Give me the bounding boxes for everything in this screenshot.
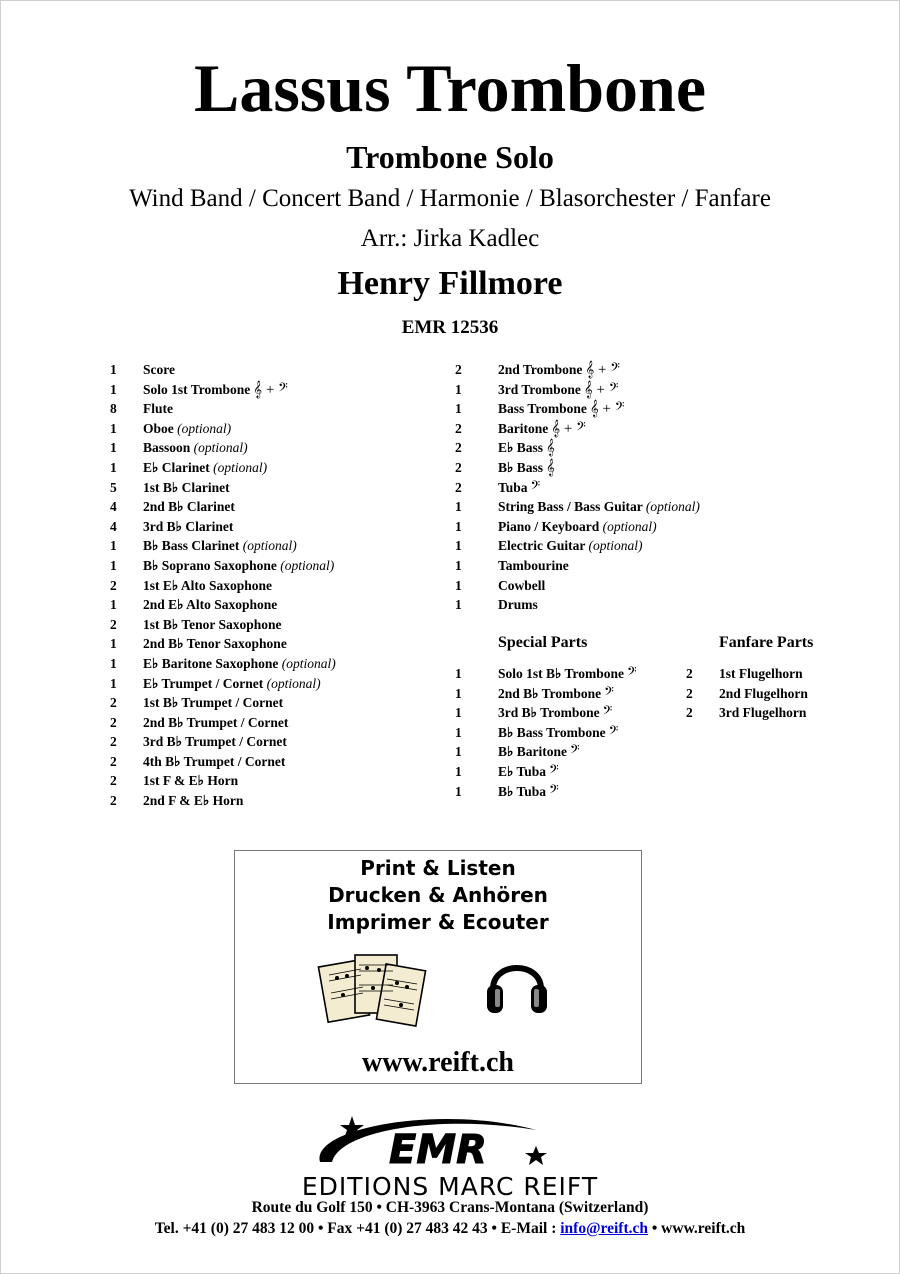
- svg-text:EMR: EMR: [389, 1127, 487, 1173]
- part-row: [110, 674, 460, 694]
- part-quantity: 2: [686, 705, 693, 721]
- part-name-text: Tuba: [498, 479, 528, 495]
- part-name: [498, 536, 642, 556]
- part-quantity: 4: [110, 518, 117, 534]
- part-name-text: B♭ Soprano Saxophone: [143, 557, 277, 573]
- part-name-text: 2nd Flugelhorn: [719, 685, 808, 701]
- part-name: [498, 399, 624, 420]
- part-name: [143, 458, 267, 478]
- contact-line: [0, 1219, 900, 1239]
- part-name-text: Bass Trombone: [498, 401, 587, 417]
- part-name: [498, 595, 538, 615]
- part-row: [110, 713, 460, 733]
- part-quantity: 2: [110, 793, 117, 809]
- part-row: [110, 438, 460, 458]
- part-row: [110, 732, 460, 752]
- part-row: [110, 634, 460, 654]
- part-row: [686, 664, 886, 684]
- optional-note: (optional): [193, 440, 248, 456]
- part-name: [143, 595, 277, 615]
- part-name-text: 4th B♭ Trumpet / Cornet: [143, 753, 286, 769]
- special-parts-list: [455, 664, 695, 801]
- part-name: [498, 556, 569, 576]
- optional-note: (optional): [645, 499, 700, 515]
- part-quantity: 2: [455, 459, 462, 475]
- clef-icon: 𝄢: [604, 685, 614, 702]
- clef-icon: 𝄞: [546, 459, 555, 476]
- part-row: [455, 517, 885, 537]
- part-name: [498, 723, 618, 744]
- part-row: [455, 478, 885, 498]
- part-row: [110, 419, 460, 439]
- clef-icon: 𝄢: [530, 479, 541, 496]
- part-quantity: 2: [110, 734, 117, 750]
- part-name-text: E♭ Bass: [498, 440, 544, 456]
- part-name-text: 3rd B♭ Trumpet / Cornet: [143, 734, 287, 750]
- part-quantity: 1: [110, 597, 117, 613]
- catalog-number: EMR 12536: [401, 317, 499, 338]
- part-row: [455, 703, 695, 723]
- part-name: [143, 438, 248, 458]
- part-name: [719, 664, 803, 684]
- part-name: [143, 556, 334, 576]
- part-name-text: Flute: [143, 401, 173, 417]
- promo-line-de: Drucken & Anhören: [328, 883, 548, 907]
- part-name: [719, 684, 808, 704]
- part-name-text: 2nd B♭ Trumpet / Cornet: [143, 714, 289, 730]
- part-name-text: 3rd B♭ Trombone: [498, 705, 600, 721]
- part-name-text: 3rd Flugelhorn: [719, 705, 807, 721]
- fanfare-parts-list: [686, 664, 886, 723]
- part-row: [110, 654, 460, 674]
- part-name-text: 1st B♭ Tenor Saxophone: [143, 616, 282, 632]
- part-name: [143, 752, 285, 772]
- part-quantity: 1: [455, 518, 462, 534]
- part-row: [110, 536, 460, 556]
- part-quantity: 1: [455, 724, 462, 740]
- part-quantity: 5: [110, 479, 117, 495]
- part-name: [143, 517, 233, 537]
- part-row: [455, 576, 885, 596]
- part-row: [686, 684, 886, 704]
- part-name: [143, 360, 175, 380]
- optional-note: (optional): [588, 538, 643, 554]
- part-name: [143, 713, 288, 733]
- part-row: [110, 517, 460, 537]
- optional-note: (optional): [281, 655, 336, 671]
- part-row: [455, 419, 885, 439]
- part-row: [110, 478, 460, 498]
- part-name: [498, 742, 580, 763]
- part-row: [455, 438, 885, 458]
- part-name: [498, 703, 612, 724]
- part-row: [455, 380, 885, 400]
- part-name-text: Drums: [498, 597, 538, 613]
- email-link[interactable]: info@reift.ch: [560, 1220, 648, 1237]
- part-row: [455, 399, 885, 419]
- clef-icon: 𝄞 + 𝄢: [583, 381, 619, 398]
- part-name-text: Piano / Keyboard: [498, 518, 600, 534]
- part-name-text: 2nd Trombone: [498, 362, 583, 377]
- print-listen-box: [234, 850, 642, 1084]
- title: Lassus Trombone: [193, 50, 707, 126]
- part-row: [110, 360, 460, 380]
- part-name-text: Score: [143, 362, 175, 377]
- part-name-text: Bassoon: [143, 440, 191, 456]
- part-name-text: B♭ Tuba: [498, 783, 547, 799]
- part-quantity: 2: [455, 362, 462, 377]
- part-name-text: Cowbell: [498, 577, 546, 593]
- part-name-text: 2nd B♭ Clarinet: [143, 499, 235, 515]
- part-name-text: E♭ Clarinet: [143, 459, 210, 475]
- part-row: [110, 615, 460, 635]
- part-row: [455, 742, 695, 762]
- part-name: [143, 536, 297, 556]
- part-name: [498, 380, 618, 401]
- part-name: [143, 674, 321, 694]
- part-quantity: 1: [455, 783, 462, 799]
- part-name-text: 2nd F & E♭ Horn: [143, 793, 244, 809]
- part-row: [455, 360, 885, 380]
- part-name: [498, 664, 637, 685]
- part-name: [143, 419, 231, 439]
- promo-line-en: Print & Listen: [360, 856, 516, 880]
- part-name: [143, 478, 230, 498]
- part-name: [498, 576, 545, 596]
- parts-list-left: [110, 360, 460, 811]
- part-name: [143, 576, 272, 596]
- fanfare-parts-heading: Fanfare Parts: [719, 634, 814, 651]
- part-row: [455, 723, 695, 743]
- promo-url: www.reift.ch: [362, 1047, 514, 1078]
- part-row: [455, 536, 885, 556]
- part-row: [686, 703, 886, 723]
- address: Route du Golf 150 • CH-3963 Crans-Montana (Switzerland): [251, 1199, 649, 1216]
- part-quantity: 4: [110, 499, 117, 515]
- publisher-name: EDITIONS MARC REIFT: [301, 1172, 599, 1201]
- part-name-text: 2nd B♭ Tenor Saxophone: [143, 636, 287, 652]
- clef-icon: 𝄞 + 𝄢: [589, 401, 625, 418]
- emr-logo: [300, 1108, 570, 1174]
- part-name-text: 2nd B♭ Trombone: [498, 685, 602, 701]
- part-row: [455, 556, 885, 576]
- part-name-text: E♭ Baritone Saxophone: [143, 655, 279, 671]
- part-name: [498, 684, 614, 705]
- part-quantity: 1: [110, 362, 117, 377]
- part-name-text: 1st B♭ Trumpet / Cornet: [143, 695, 284, 711]
- part-quantity: 2: [110, 773, 117, 789]
- part-name-text: 1st F & E♭ Horn: [143, 773, 239, 789]
- part-quantity: 1: [455, 538, 462, 554]
- part-row: [455, 595, 885, 615]
- part-name: [498, 517, 657, 537]
- part-quantity: 2: [686, 666, 693, 681]
- part-quantity: 1: [110, 557, 117, 573]
- clef-icon: 𝄢: [549, 763, 559, 780]
- parts-list-right: [455, 360, 885, 615]
- part-quantity: 2: [686, 685, 693, 701]
- part-quantity: 1: [110, 420, 117, 436]
- part-name: [498, 419, 586, 440]
- part-name-text: Tambourine: [498, 557, 569, 573]
- part-name-text: 1st B♭ Clarinet: [143, 479, 230, 495]
- contact-website: • www.reift.ch: [648, 1220, 746, 1237]
- part-row: [110, 595, 460, 615]
- optional-note: (optional): [177, 420, 232, 436]
- part-name-text: Solo 1st Trombone: [143, 381, 251, 397]
- part-quantity: 1: [110, 459, 117, 475]
- part-name: [498, 458, 555, 479]
- part-quantity: 2: [110, 695, 117, 711]
- part-name-text: Electric Guitar: [498, 538, 586, 554]
- part-name: [498, 360, 620, 381]
- part-name-text: E♭ Tuba: [498, 763, 547, 779]
- part-quantity: 2: [455, 420, 462, 436]
- part-quantity: 1: [455, 744, 462, 760]
- part-name: [498, 762, 559, 783]
- band-types: Wind Band / Concert Band / Harmonie / Blasorchester / Fanfare: [129, 185, 771, 212]
- part-quantity: 2: [455, 440, 462, 456]
- promo-line-fr: Imprimer & Ecouter: [327, 910, 549, 934]
- clef-icon: 𝄢: [602, 705, 613, 722]
- part-quantity: 1: [110, 440, 117, 456]
- part-name: [143, 615, 282, 635]
- part-name-text: 3rd B♭ Clarinet: [143, 518, 234, 534]
- part-row: [110, 399, 460, 419]
- arranger: Arr.: Jirka Kadlec: [360, 225, 540, 252]
- part-name: [143, 380, 288, 401]
- part-row: [110, 752, 460, 772]
- part-name: [143, 732, 287, 752]
- part-row: [110, 791, 460, 811]
- part-name: [143, 771, 238, 791]
- part-name-text: 3rd Trombone: [498, 381, 581, 397]
- part-name-text: B♭ Bass Clarinet: [143, 538, 240, 554]
- part-quantity: 1: [455, 499, 462, 515]
- optional-note: (optional): [266, 675, 321, 691]
- part-row: [455, 458, 885, 478]
- optional-note: (optional): [213, 459, 268, 475]
- part-name: [498, 497, 700, 517]
- part-quantity: 1: [455, 666, 462, 681]
- part-row: [455, 497, 885, 517]
- part-name-text: Oboe: [143, 420, 174, 436]
- part-name-text: 2nd E♭ Alto Saxophone: [143, 597, 278, 613]
- composer: Henry Fillmore: [337, 265, 563, 302]
- part-name-text: E♭ Trumpet / Cornet: [143, 675, 264, 691]
- contact-phone-fax: Tel. +41 (0) 27 483 12 00 • Fax +41 (0) 27 483 42 43 • E-Mail :: [154, 1220, 561, 1237]
- sheet-music-icon: [317, 949, 429, 1031]
- part-quantity: 8: [110, 401, 117, 417]
- part-quantity: 1: [455, 597, 462, 613]
- part-quantity: 1: [455, 381, 462, 397]
- clef-icon: 𝄞 + 𝄢: [551, 420, 586, 437]
- clef-icon: 𝄞 + 𝄢: [253, 381, 288, 398]
- part-row: [110, 458, 460, 478]
- part-name: [143, 399, 173, 419]
- part-name-text: B♭ Baritone: [498, 744, 567, 760]
- part-quantity: 1: [455, 685, 462, 701]
- optional-note: (optional): [280, 557, 335, 573]
- part-row: [455, 762, 695, 782]
- part-row: [110, 497, 460, 517]
- part-row: [455, 684, 695, 704]
- part-quantity: 1: [455, 763, 462, 779]
- part-quantity: 2: [110, 616, 117, 632]
- part-name: [143, 497, 235, 517]
- clef-icon: 𝄞: [546, 440, 555, 457]
- part-row: [455, 782, 695, 802]
- part-name: [143, 791, 243, 811]
- part-row: [110, 556, 460, 576]
- part-name-text: B♭ Bass Trombone: [498, 724, 606, 740]
- part-quantity: 2: [110, 714, 117, 730]
- part-name-text: B♭ Bass: [498, 459, 544, 475]
- part-quantity: 1: [455, 705, 462, 721]
- part-name: [498, 478, 540, 499]
- part-quantity: 1: [455, 577, 462, 593]
- part-name: [143, 654, 336, 674]
- clef-icon: 𝄞 + 𝄢: [585, 362, 620, 378]
- clef-icon: 𝄢: [549, 783, 559, 800]
- part-quantity: 1: [110, 381, 117, 397]
- part-name-text: 1st E♭ Alto Saxophone: [143, 577, 273, 593]
- headphones-icon: [485, 949, 549, 1017]
- part-name: [143, 693, 283, 713]
- part-quantity: 1: [455, 557, 462, 573]
- optional-note: (optional): [242, 538, 297, 554]
- part-quantity: 1: [110, 636, 117, 652]
- clef-icon: 𝄢: [570, 744, 580, 761]
- clef-icon: 𝄢: [608, 724, 619, 741]
- part-name: [143, 634, 287, 654]
- clef-icon: 𝄢: [627, 666, 637, 682]
- part-name-text: String Bass / Bass Guitar: [498, 499, 643, 515]
- part-row: [110, 693, 460, 713]
- part-name: [498, 438, 555, 459]
- part-name-text: Baritone: [498, 420, 549, 436]
- special-parts-heading: Special Parts: [498, 634, 588, 651]
- part-row: [110, 576, 460, 596]
- part-quantity: 1: [455, 401, 462, 417]
- part-quantity: 2: [110, 753, 117, 769]
- part-row: [455, 664, 695, 684]
- part-quantity: 1: [110, 675, 117, 691]
- part-name-text: Solo 1st B♭ Trombone: [498, 666, 625, 681]
- part-row: [110, 771, 460, 791]
- part-name-text: 1st Flugelhorn: [719, 666, 803, 681]
- optional-note: (optional): [602, 518, 657, 534]
- part-quantity: 2: [455, 479, 462, 495]
- part-name: [498, 782, 559, 803]
- part-name: [719, 703, 806, 723]
- part-row: [110, 380, 460, 400]
- part-quantity: 2: [110, 577, 117, 593]
- part-quantity: 1: [110, 538, 117, 554]
- subtitle: Trombone Solo: [346, 139, 554, 175]
- part-quantity: 1: [110, 655, 117, 671]
